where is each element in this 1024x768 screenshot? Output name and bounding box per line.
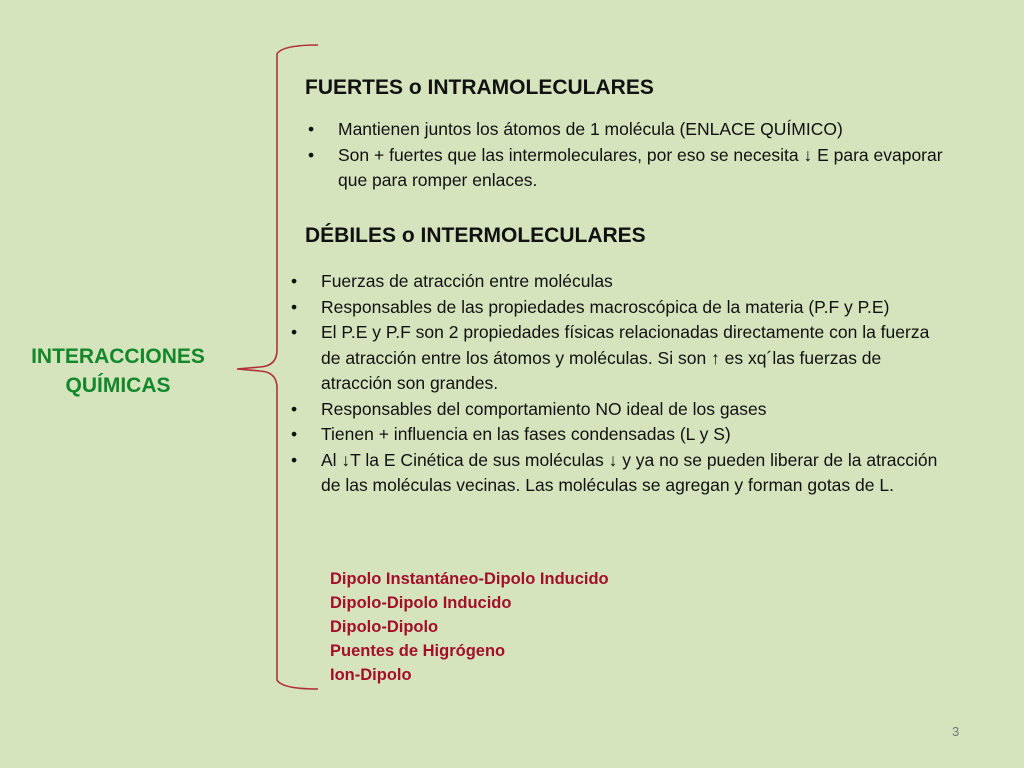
list-item <box>305 143 965 194</box>
bullet-icon: • <box>308 119 315 139</box>
main-title <box>0 342 236 400</box>
main-title-line2: QUÍMICAS <box>65 374 171 397</box>
main-title-line1: INTERACCIONES <box>31 345 205 368</box>
list-item <box>288 269 948 295</box>
bullet-icon: • <box>291 398 298 419</box>
list-item-text: Fuerzas de atracción entre moléculas <box>321 271 613 291</box>
list-item <box>288 320 948 397</box>
list-item <box>305 117 965 143</box>
list-item <box>288 295 948 321</box>
bullet-icon: • <box>291 322 298 342</box>
bullet-icon: • <box>291 271 298 291</box>
type-item: Dipolo-Dipolo <box>330 618 439 636</box>
list-item-text: Responsables de las propiedades macroscópica de la materia (P.F y P.E) <box>321 296 890 317</box>
list-item <box>288 422 948 448</box>
type-item: Dipolo-Dipolo Inducido <box>330 594 512 612</box>
bullet-icon: • <box>291 296 298 317</box>
bullet-icon: • <box>291 424 298 444</box>
list-item-text: Son + fuertes que las intermoleculares, por eso se necesita ↓ E para evaporar que para romper enlaces. <box>338 144 943 190</box>
type-item: Dipolo Instantáneo-Dipolo Inducido <box>330 570 609 588</box>
list-item-text: El P.E y P.F son 2 propiedades físicas relacionadas directamente con la fuerza de atracción entre los átomos y moléculas. Si son ↑ es xq´las fuerzas de atracción son grandes. <box>321 322 930 393</box>
list-item-text: Al ↓T la E Cinética de sus moléculas ↓ y ya no se pueden liberar de la atracción de las moléculas vecinas. Las moléculas se agregan y forman gotas de L. <box>321 449 938 495</box>
intermolecular-types-list <box>330 567 609 687</box>
heading-debiles: DÉBILES o INTERMOLECULARES <box>305 224 646 247</box>
list-item <box>288 397 948 423</box>
bullet-icon: • <box>291 449 298 470</box>
debiles-bullet-list <box>288 269 948 499</box>
list-item-text: Responsables del comportamiento NO ideal de los gases <box>321 398 767 419</box>
list-item-text: Tienen + influencia en las fases condensadas (L y S) <box>321 424 731 444</box>
fuertes-bullet-list <box>305 117 965 194</box>
heading-fuertes: FUERTES o INTRAMOLECULARES <box>305 76 654 99</box>
type-item: Puentes de Higrógeno <box>330 642 506 660</box>
list-item <box>288 448 948 499</box>
bullet-icon: • <box>308 144 315 165</box>
type-item: Ion-Dipolo <box>330 666 412 684</box>
list-item-text: Mantienen juntos los átomos de 1 molécula (ENLACE QUÍMICO) <box>338 119 843 139</box>
page-number: 3 <box>952 724 960 739</box>
